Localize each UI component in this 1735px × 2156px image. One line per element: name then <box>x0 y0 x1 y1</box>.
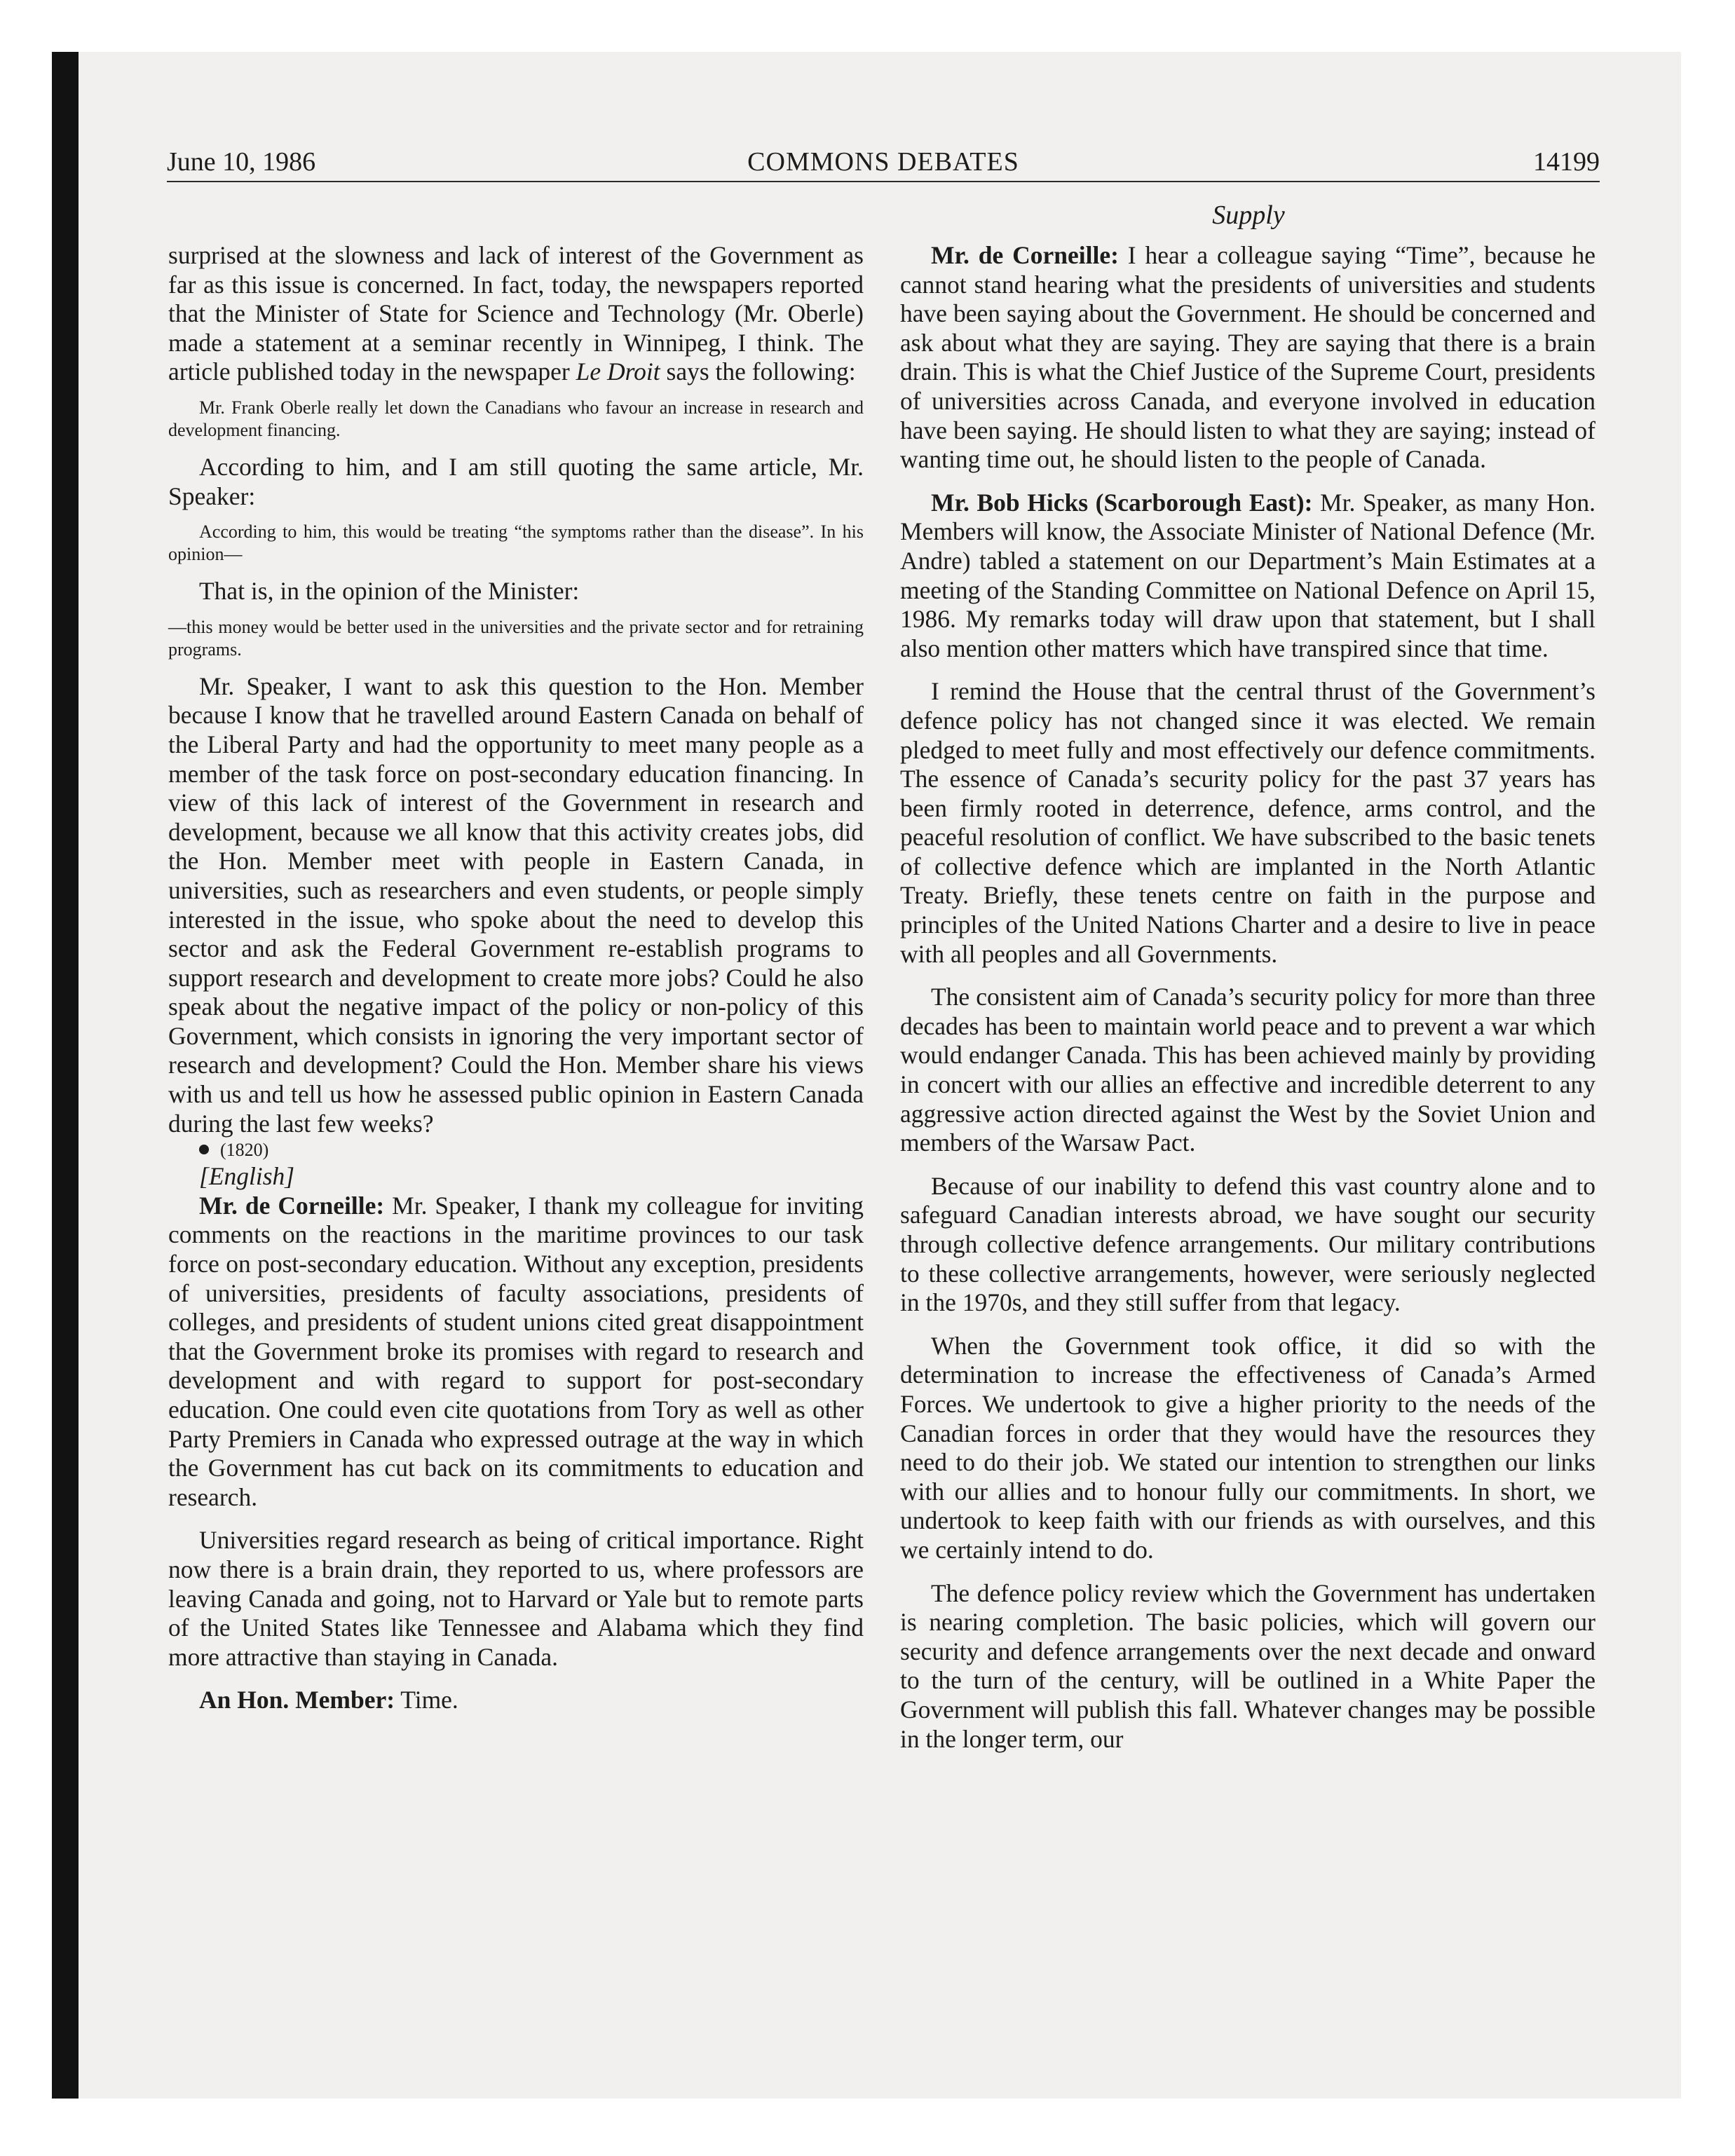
header-title: COMMONS DEBATES <box>747 147 1019 177</box>
timestamp <box>168 1138 864 1162</box>
paragraph <box>900 241 1595 475</box>
paragraph-text: surprised at the slowness and lack of interest of the Government as far as this issue is concerned. In fact, today, the newspapers reported that the Minister of State for Science and Technology (Mr. Oberle) made a statement at a seminar recently in Winnipeg, I think. The article published today in the newspaper <box>168 241 864 386</box>
paragraph-text: Mr. Speaker, as many Hon. Members will know, the Associate Minister of National Defence (Mr. Andre) tabled a statement on our Department’s Main Estimates at a meeting of the Standing Committee on National Defence on April 15, 1986. My remarks today will draw upon that statement, but I shall also mention other matters which have transpired since that time. <box>900 488 1595 662</box>
header-date: June 10, 1986 <box>167 147 316 177</box>
paragraph <box>168 1192 864 1513</box>
paragraph: That is, in the opinion of the Minister: <box>199 577 580 606</box>
block-quote: Mr. Frank Oberle really let down the Canadians who favour an increase in research and development financing. <box>168 397 864 440</box>
paragraph-text: I hear a colleague saying “Time”, because he cannot stand hearing what the presidents of universities and students have been saying about the Government. He should be concerned and ask about what they are saying. They are saying that there is a brain drain. This is what the Chief Justice of the Supreme Court, presidents of universities across Canada, and everyone involved in education have been saying. He should listen to what they are saying; instead of wanting time out, he should listen to the people of Canada. <box>900 241 1595 474</box>
paragraph <box>168 1686 864 1715</box>
scan-binding-edge <box>52 52 79 2099</box>
timestamp-text: (1820) <box>220 1140 269 1161</box>
language-marker: [English] <box>199 1162 295 1191</box>
speaker-name: Mr. de Corneille: <box>931 241 1119 269</box>
speaker-name: Mr. Bob Hicks (Scarborough East): <box>931 488 1313 517</box>
speaker-name: An Hon. Member: <box>199 1686 395 1714</box>
paragraph: The consistent aim of Canada’s security policy for more than three decades has been to maintain world peace and to prevent a war which would endanger Canada. This has been achieved mainly by providing in concert with our allies an effective and incredible deterrent to any aggressive action directed against the West by the Soviet Union and members of the Warsaw Pact. <box>900 983 1595 1157</box>
paragraph <box>900 489 1595 664</box>
block-quote: According to him, this would be treating “the symptoms rather than the disease”. In his opinion— <box>168 521 864 565</box>
section-heading: Supply <box>1212 200 1285 230</box>
paragraph-text: Time. <box>400 1686 458 1714</box>
paragraph: According to him, and I am still quoting the same article, Mr. Speaker: <box>168 452 864 510</box>
left-column <box>168 241 864 1715</box>
paragraph: Mr. Speaker, I want to ask this question to the Hon. Member because I know that he travelled around Eastern Canada on behalf of the Liberal Party and had the opportunity to meet many people as a member of the task force on post-secondary education financing. In view of this lack of interest of the Government in research and development, because we all know that this activity creates jobs, did the Hon. Member meet with people in Eastern Canada, in universities, such as researchers and even students, or people simply interested in the issue, who spoke about the need to develop this sector and ask the Federal Government re-establish programs to support research and development to create more jobs? Could he also speak about the negative impact of the policy or non-policy of this Government, which consists in ignoring the very important sector of research and development? Could the Hon. Member share his views with us and tell us how he assessed public opinion in Eastern Canada during the last few weeks? <box>168 671 864 1138</box>
header-rule <box>167 181 1600 182</box>
header-page-number: 14199 <box>1533 147 1600 177</box>
paragraph <box>168 241 864 387</box>
page-header <box>167 144 1600 179</box>
paragraph-text: says the following: <box>666 357 856 386</box>
block-quote: —this money would be better used in the universities and the private sector and for retraining programs. <box>168 616 864 660</box>
paragraph: Universities regard research as being of critical importance. Right now there is a brain drain, they reported to us, where professors are leaving Canada and going, not to Harvard or Yale but to remote parts of the United States like Tennessee and Alabama which they find more attractive than staying in Canada. <box>168 1526 864 1671</box>
paragraph: I remind the House that the central thrust of the Government’s defence policy has not changed since it was elected. We remain pledged to meet fully and most effectively our defence commitments. The essence of Canada’s security policy for the past 37 years has been firmly rooted in deterrence, defence, arms control, and the peaceful resolution of conflict. We have subscribed to the basic tenets of collective defence which are implanted in the North Atlantic Treaty. Briefly, these tenets centre on faith in the purpose and principles of the United Nations Charter and a desire to live in peace with all peoples and all Governments. <box>900 677 1595 968</box>
paragraph: The defence policy review which the Government has undertaken is nearing completion. The basic policies, which will govern our security and defence arrangements over the next decade and onward to the turn of the century, will be outlined in a White Paper the Government will publish this fall. Whatever changes may be possible in the longer term, our <box>900 1578 1595 1753</box>
bullet-icon <box>199 1145 209 1154</box>
newspaper-title: Le Droit <box>576 357 660 386</box>
speaker-name: Mr. de Corneille: <box>199 1191 385 1220</box>
paragraph: When the Government took office, it did so with the determination to increase the effectiveness of Canada’s Armed Forces. We undertook to give a higher priority to the needs of the Canadian forces in order that they would have the resources they need to do their job. We stated our intention to strengthen our links with our allies and to honour fully our commitments. In short, we undertook to keep faith with our friends as with ourselves, and this we certainly intend to do. <box>900 1331 1595 1564</box>
paragraph: Because of our inability to defend this vast country alone and to safeguard Canadian interests abroad, we have sought our security through collective defence arrangements. Our military contributions to these collective arrangements, however, were seriously neglected in the 1970s, and they still suffer from that legacy. <box>900 1171 1595 1317</box>
paragraph-text: Mr. Speaker, I thank my colleague for inviting comments on the reactions in the maritime provinces to our task force on post-secondary education. Without any exception, presidents of universities, presidents of faculty associations, presidents of colleges, and presidents of student unions cited great disappointment that the Government broke its promises with regard to research and development and with regard to support for post-secondary education. One could even cite quotations from Tory as well as other Party Premiers in Canada who expressed outrage at the way in which the Government has cut back on its commitments to education and research. <box>168 1191 864 1511</box>
right-column <box>900 241 1595 1754</box>
